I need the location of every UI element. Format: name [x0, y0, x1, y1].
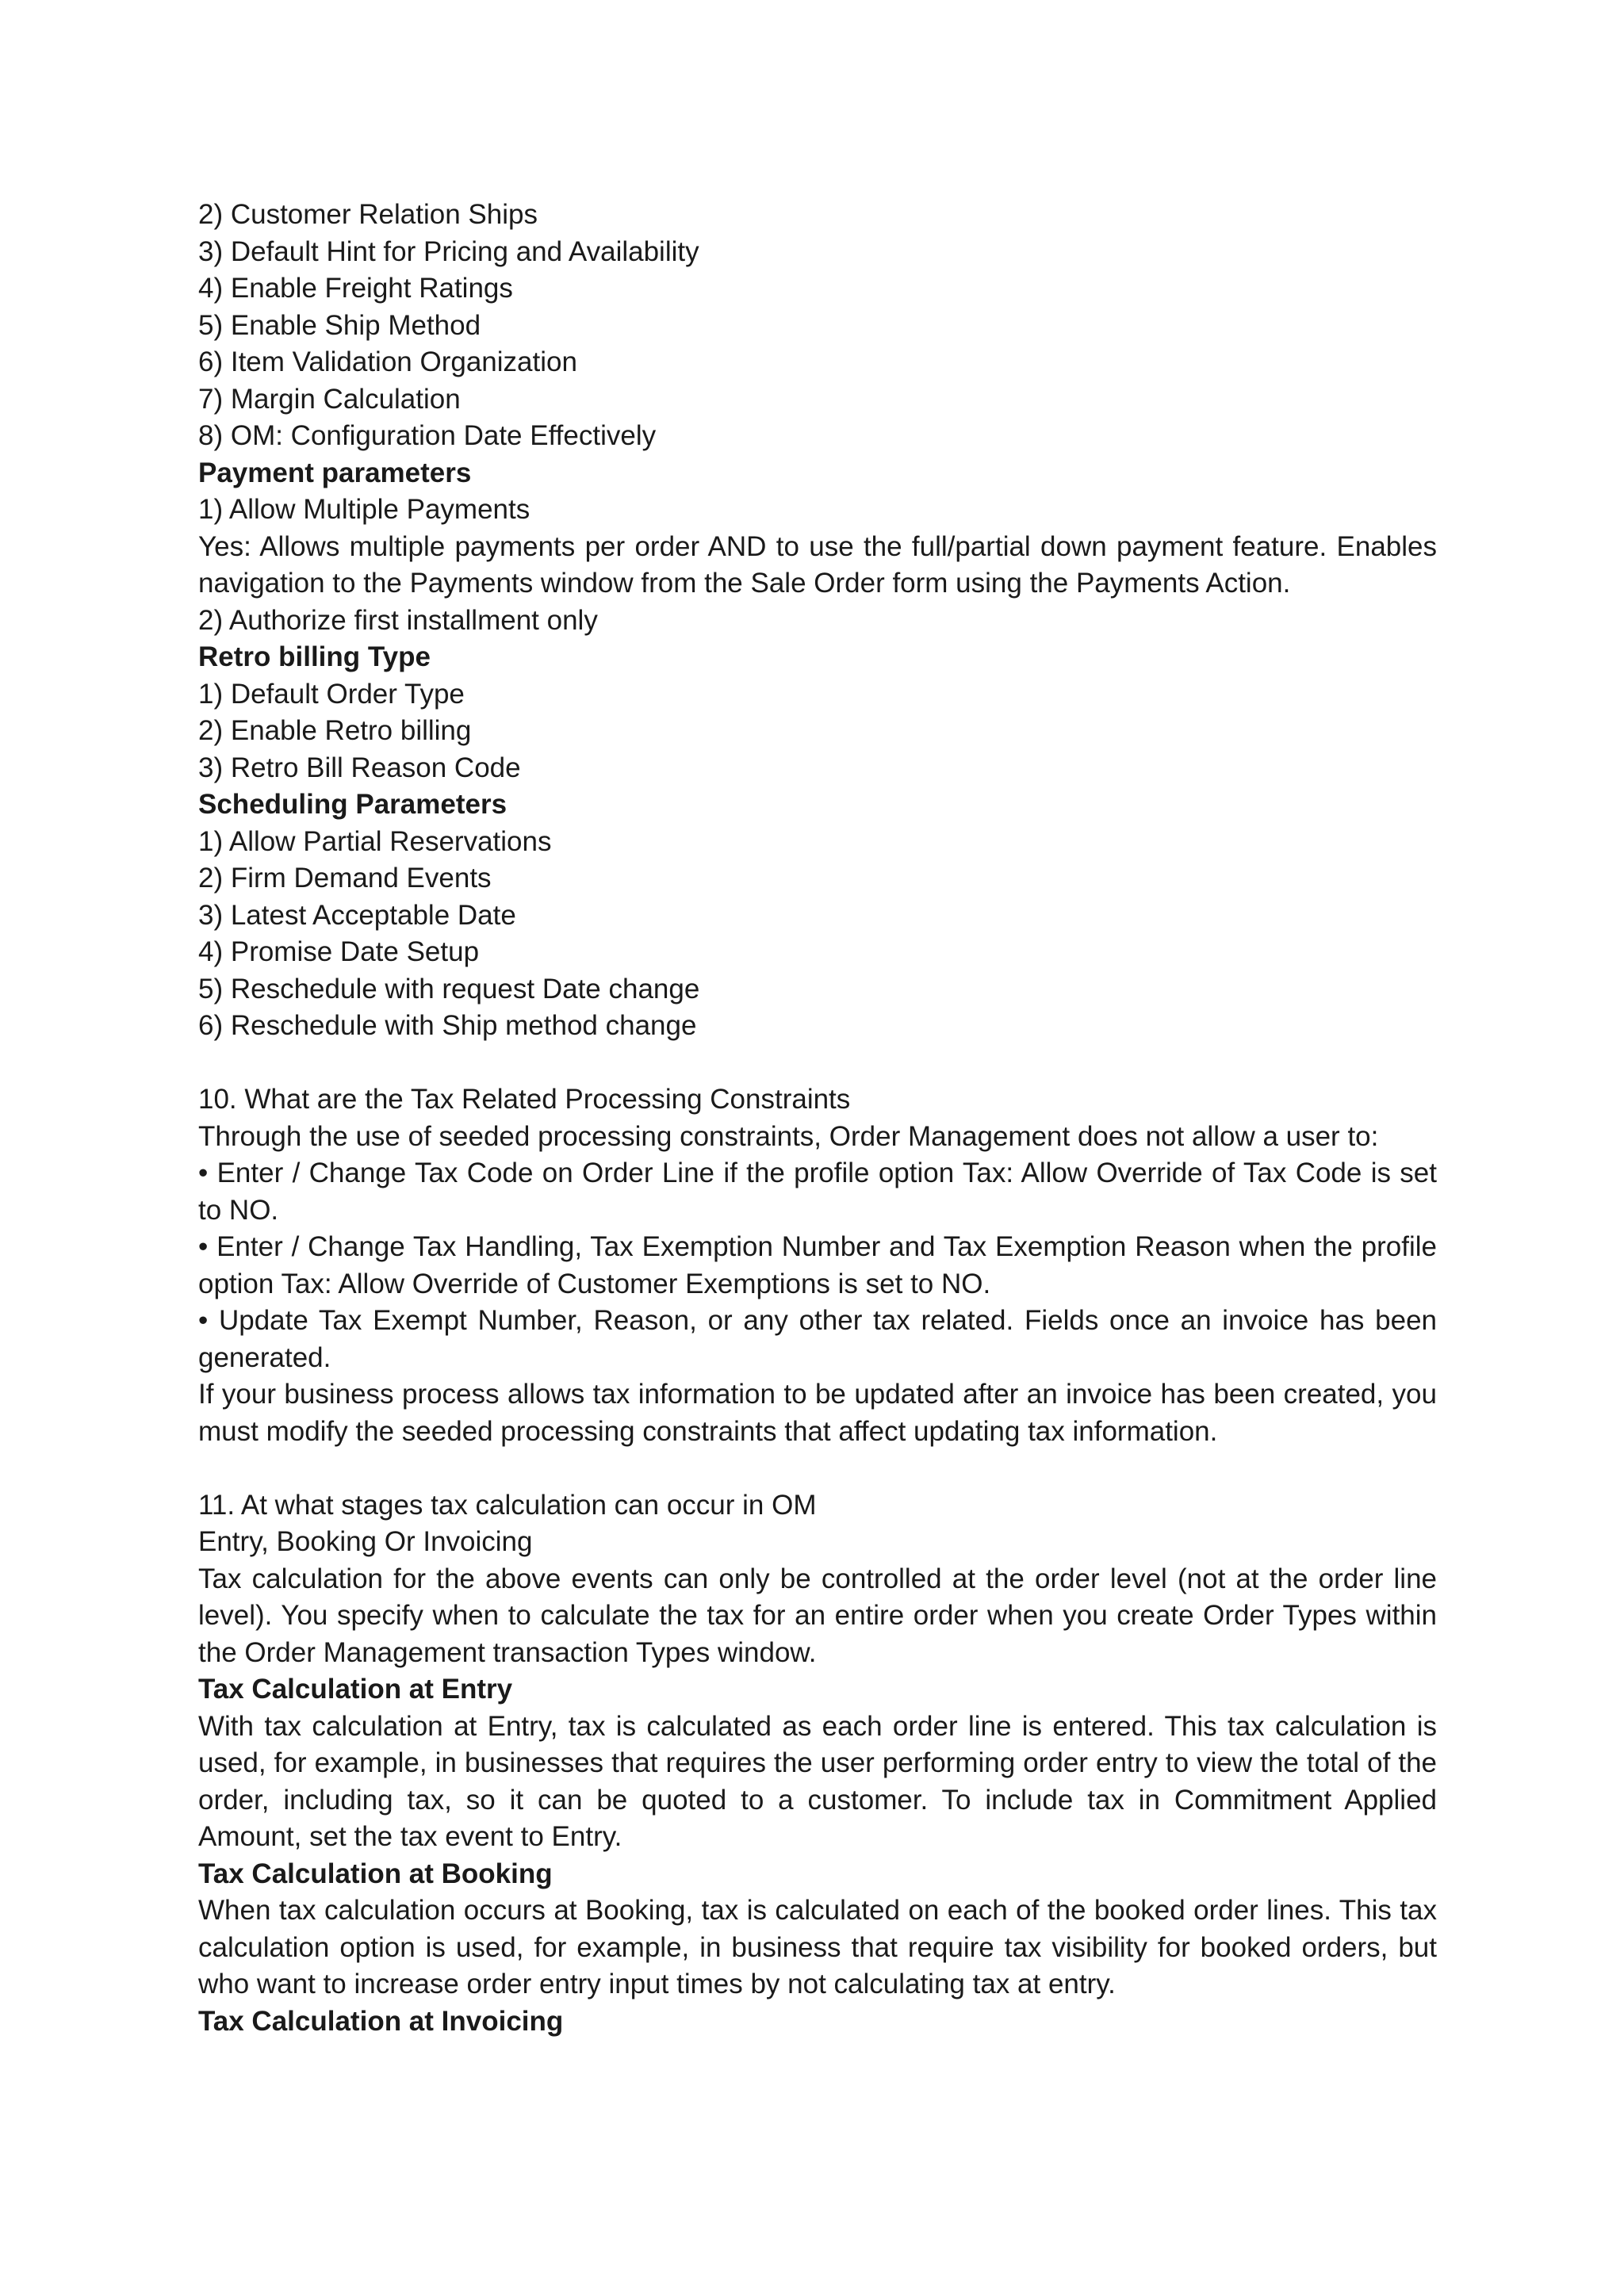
- section-heading-scheduling-parameters: Scheduling Parameters: [198, 789, 508, 820]
- bullet-tax-code-override: • Enter / Change Tax Code on Order Line if the profile option Tax: Allow Override of Tax Code is set to NO.: [198, 1158, 1437, 1226]
- bullet-update-tax-exempt: • Update Tax Exempt Number, Reason, or any other tax related. Fields once an invoice has been generated.: [198, 1305, 1437, 1373]
- question-10: 10. What are the Tax Related Processing Constraints: [198, 1084, 851, 1115]
- list-item-authorize-first-installment: 2) Authorize first installment only: [198, 604, 598, 636]
- question-11: 11. At what stages tax calculation can occur in OM: [198, 1489, 817, 1521]
- list-item-enable-ship-method: 5) Enable Ship Method: [198, 309, 481, 341]
- tax-calculation-stages: Entry, Booking Or Invoicing: [198, 1526, 533, 1557]
- list-item-enable-freight-ratings: 4) Enable Freight Ratings: [198, 273, 513, 304]
- section-heading-tax-at-booking: Tax Calculation at Booking: [198, 1858, 553, 1889]
- list-item-allow-multiple-payments: 1) Allow Multiple Payments: [198, 494, 530, 525]
- list-item-default-order-type: 1) Default Order Type: [198, 678, 465, 710]
- list-item-customer-relation-ships: 2) Customer Relation Ships: [198, 199, 538, 230]
- document-body: [198, 197, 1437, 2040]
- section-heading-tax-at-entry: Tax Calculation at Entry: [198, 1674, 513, 1705]
- list-item-retro-bill-reason-code: 3) Retro Bill Reason Code: [198, 752, 521, 783]
- list-item-allow-partial-reservations: 1) Allow Partial Reservations: [198, 825, 552, 857]
- list-item-default-hint: 3) Default Hint for Pricing and Availability: [198, 235, 699, 267]
- list-item-reschedule-request-date: 5) Reschedule with request Date change: [198, 973, 700, 1004]
- paragraph-tax-at-booking: When tax calculation occurs at Booking, tax is calculated on each of the booked order lines. This tax calculation option is used, for example, in business that require tax visibility for booked orders, but who want to increase order entry input times by not calculating tax at entry.: [198, 1895, 1437, 1999]
- list-item-promise-date-setup: 4) Promise Date Setup: [198, 936, 480, 967]
- section-heading-tax-at-invoicing: Tax Calculation at Invoicing: [198, 2005, 564, 2037]
- list-item-item-validation-organization: 6) Item Validation Organization: [198, 346, 577, 377]
- list-item-reschedule-ship-method: 6) Reschedule with Ship method change: [198, 1010, 697, 1041]
- list-item-enable-retro-billing: 2) Enable Retro billing: [198, 715, 472, 746]
- paragraph-allow-multiple-payments-yes: Yes: Allows multiple payments per order AND to use the full/partial down payment feature. Enables navigation to the Payments window from the Sale Order form using the Payments Action.: [198, 530, 1437, 599]
- section-heading-payment-parameters: Payment parameters: [198, 457, 472, 488]
- list-item-firm-demand-events: 2) Firm Demand Events: [198, 863, 492, 894]
- blank-line: [198, 1450, 1437, 1487]
- list-item-om-configuration-date: 8) OM: Configuration Date Effectively: [198, 420, 657, 451]
- paragraph-q10-closing: If your business process allows tax information to be updated after an invoice has been created, you must modify the seeded processing constraints that affect updating tax information.: [198, 1379, 1437, 1447]
- section-heading-retro-billing-type: Retro billing Type: [198, 641, 431, 672]
- paragraph-q10-intro: Through the use of seeded processing constraints, Order Management does not allow a user to:: [198, 1120, 1379, 1152]
- list-item-latest-acceptable-date: 3) Latest Acceptable Date: [198, 899, 516, 931]
- paragraph-q11-intro: Tax calculation for the above events can only be controlled at the order level (not at the order line level). You specify when to calculate the tax for an entire order when you create Order Types within the Order Management transaction Types window.: [198, 1563, 1437, 1668]
- bullet-tax-handling-override: • Enter / Change Tax Handling, Tax Exemption Number and Tax Exemption Reason when the profile option Tax: Allow Override of Customer Exemptions is set to NO.: [198, 1231, 1437, 1299]
- list-item-margin-calculation: 7) Margin Calculation: [198, 383, 461, 415]
- paragraph-tax-at-entry: With tax calculation at Entry, tax is calculated as each order line is entered. This tax calculation is used, for example, in businesses that requires the user performing order entry to view the total of the order, including tax, so it can be quoted to a customer. To include tax in Commitment Applied Amount, set the tax event to Entry.: [198, 1710, 1437, 1852]
- blank-line: [198, 1045, 1437, 1082]
